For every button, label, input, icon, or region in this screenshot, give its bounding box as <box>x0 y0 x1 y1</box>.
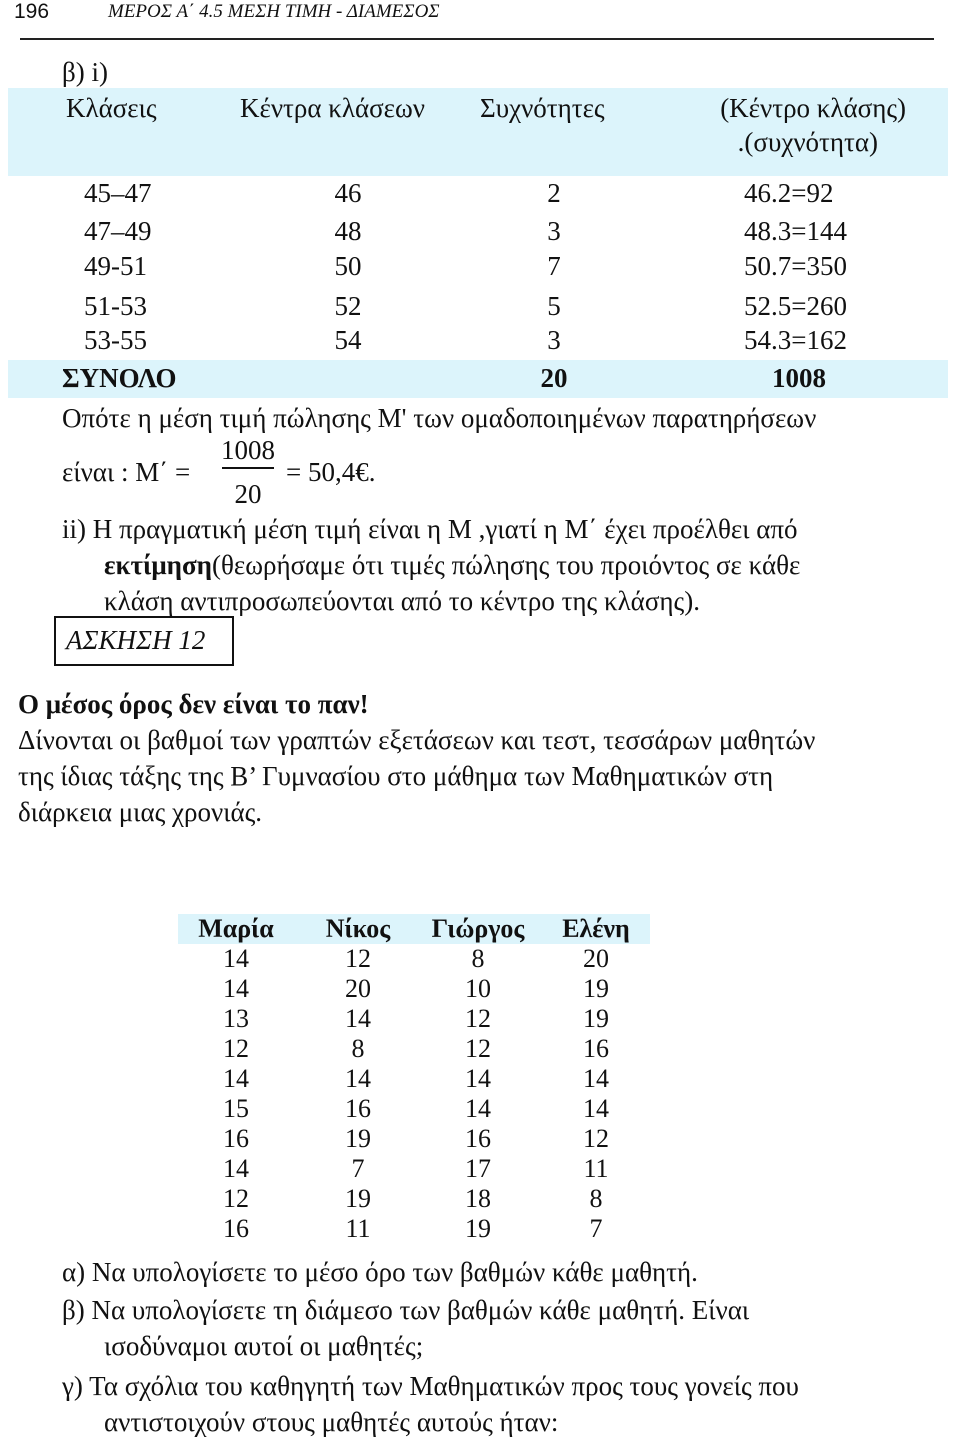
grade-cell: 14 <box>223 1064 249 1093</box>
grade-cell: 12 <box>583 1124 609 1153</box>
grade-cell: 14 <box>223 974 249 1003</box>
grade-cell: 11 <box>345 1214 371 1243</box>
grade-cell: 20 <box>345 974 371 1003</box>
grade-cell: 19 <box>465 1214 491 1243</box>
grade-cell: 17 <box>465 1154 491 1183</box>
grade-cell: 16 <box>223 1124 249 1153</box>
grade-cell: 19 <box>345 1124 371 1153</box>
grade-cell: 12 <box>223 1184 249 1213</box>
grade-cell: 11 <box>583 1154 609 1183</box>
grade-cell: 10 <box>465 974 491 1003</box>
grade-cell: 15 <box>223 1094 249 1123</box>
cell-frequency: 3 <box>547 216 561 246</box>
part-ii-line2-rest: (θεωρήσαμε ότι τιμές πώλησης του προιόντος σε κάθε <box>212 550 801 580</box>
header-rule <box>20 38 934 40</box>
grades-column-header: Γιώργος <box>431 914 525 943</box>
question-c-line1: γ) Τα σχόλια του καθηγητή των Μαθηματικών προς τους γονείς που <box>62 1371 799 1401</box>
grade-cell: 7 <box>351 1154 365 1183</box>
question-b-line1: β) Να υπολογίσετε τη διάμεσο των βαθμών κάθε μαθητή. Είναι <box>62 1295 750 1325</box>
grade-cell: 12 <box>345 944 371 973</box>
part-ii-bold-word: εκτίμηση <box>104 550 212 580</box>
cell-product: 50.7=350 <box>744 251 847 281</box>
grade-cell: 12 <box>465 1034 491 1063</box>
grade-cell: 14 <box>465 1064 491 1093</box>
cell-class: 49-51 <box>84 251 147 281</box>
cell-frequency: 5 <box>547 291 561 321</box>
part-ii-line2 <box>104 549 800 581</box>
total-frequency: 20 <box>540 363 568 393</box>
cell-center: 50 <box>334 251 362 281</box>
exercise-intro-line1: Δίνονται οι βαθμοί των γραπτών εξετάσεων και τεστ, τεσσάρων μαθητών <box>18 725 816 755</box>
cell-product: 48.3=144 <box>744 216 847 246</box>
cell-frequency: 3 <box>547 325 561 355</box>
grade-cell: 19 <box>583 974 609 1003</box>
header-centers: Κέντρα κλάσεων <box>240 93 425 123</box>
mean-line1: Οπότε η μέση τιμή πώλησης Μ' των ομαδοποιημένων παρατηρήσεων <box>62 403 817 433</box>
part-ii-line3: κλάση αντιπροσωπεύονται από το κέντρο της κλάσης). <box>104 586 700 616</box>
exercise-intro-line2: της ίδιας τάξης της Β’ Γυμνασίου στο μάθημα των Μαθηματικών στη <box>18 761 774 791</box>
grades-column-header: Μαρία <box>198 914 274 943</box>
cell-product: 54.3=162 <box>744 325 847 355</box>
mean-result: = 50,4€. <box>286 457 376 487</box>
exercise-title: Ο μέσος όρος δεν είναι το παν! <box>18 689 369 719</box>
grade-cell: 14 <box>345 1064 371 1093</box>
cell-center: 48 <box>334 216 362 246</box>
exercise-intro-line3: διάρκεια μιας χρονιάς. <box>18 797 263 827</box>
cell-center: 46 <box>334 178 362 208</box>
grade-cell: 8 <box>351 1034 365 1063</box>
grade-cell: 16 <box>223 1214 249 1243</box>
exercise-label: ΑΣΚΗΣΗ 12 <box>66 625 206 655</box>
header-frequencies: Συχνότητες <box>480 93 605 123</box>
grade-cell: 12 <box>465 1004 491 1033</box>
part-ii-line1: ii) Η πραγματική μέση τιμή είναι η Μ ,γιατί η Μ΄ έχει προέλθει από <box>62 514 798 544</box>
grade-cell: 14 <box>583 1064 609 1093</box>
total-label: ΣΥΝΟΛΟ <box>62 363 177 393</box>
cell-center: 54 <box>334 325 362 355</box>
grade-cell: 7 <box>589 1214 603 1243</box>
question-b-line2: ισοδύναμοι αυτοί οι μαθητές; <box>104 1331 424 1361</box>
header-product-line2: .(συχνότητα) <box>737 127 878 157</box>
total-product: 1008 <box>772 363 826 393</box>
header-classes: Κλάσεις <box>66 93 157 123</box>
grades-column-header: Νίκος <box>325 914 391 943</box>
page-number: 196 <box>14 0 50 23</box>
grade-cell: 19 <box>345 1184 371 1213</box>
question-c-line2: αντιστοιχούν στους μαθητές αυτούς ήταν: <box>104 1407 559 1437</box>
grade-cell: 8 <box>589 1184 603 1213</box>
cell-frequency: 2 <box>547 178 561 208</box>
header-product-line1: (Κέντρο κλάσης) <box>720 93 906 123</box>
fraction-bar <box>222 467 274 469</box>
grade-cell: 14 <box>345 1004 371 1033</box>
fraction-numerator: 1008 <box>221 435 275 465</box>
question-a: α) Να υπολογίσετε το μέσο όρο των βαθμών κάθε μαθητή. <box>62 1257 698 1287</box>
grade-cell: 18 <box>465 1184 491 1213</box>
cell-product: 52.5=260 <box>744 291 847 321</box>
grade-cell: 14 <box>223 1154 249 1183</box>
cell-frequency: 7 <box>547 251 561 281</box>
cell-class: 45–47 <box>84 178 152 208</box>
cell-class: 51-53 <box>84 291 147 321</box>
cell-class: 53-55 <box>84 325 147 355</box>
section-label: β) i) <box>62 57 108 87</box>
grade-cell: 16 <box>583 1034 609 1063</box>
mean-lead: είναι : Μ΄ = <box>62 457 191 487</box>
cell-class: 47–49 <box>84 216 152 246</box>
grade-cell: 14 <box>465 1094 491 1123</box>
grade-cell: 16 <box>465 1124 491 1153</box>
grade-cell: 13 <box>223 1004 249 1033</box>
grade-cell: 20 <box>583 944 609 973</box>
grade-cell: 14 <box>223 944 249 973</box>
grade-cell: 8 <box>471 944 485 973</box>
fraction-denominator: 20 <box>234 479 262 509</box>
running-title: ΜΕΡΟΣ Α΄ 4.5 ΜΕΣΗ ΤΙΜΗ - ΔΙΑΜΕΣΟΣ <box>108 1 440 22</box>
grades-column-header: Ελένη <box>562 914 630 943</box>
grade-cell: 16 <box>345 1094 371 1123</box>
cell-center: 52 <box>334 291 362 321</box>
grade-cell: 14 <box>583 1094 609 1123</box>
grade-cell: 19 <box>583 1004 609 1033</box>
cell-product: 46.2=92 <box>744 178 834 208</box>
grade-cell: 12 <box>223 1034 249 1063</box>
